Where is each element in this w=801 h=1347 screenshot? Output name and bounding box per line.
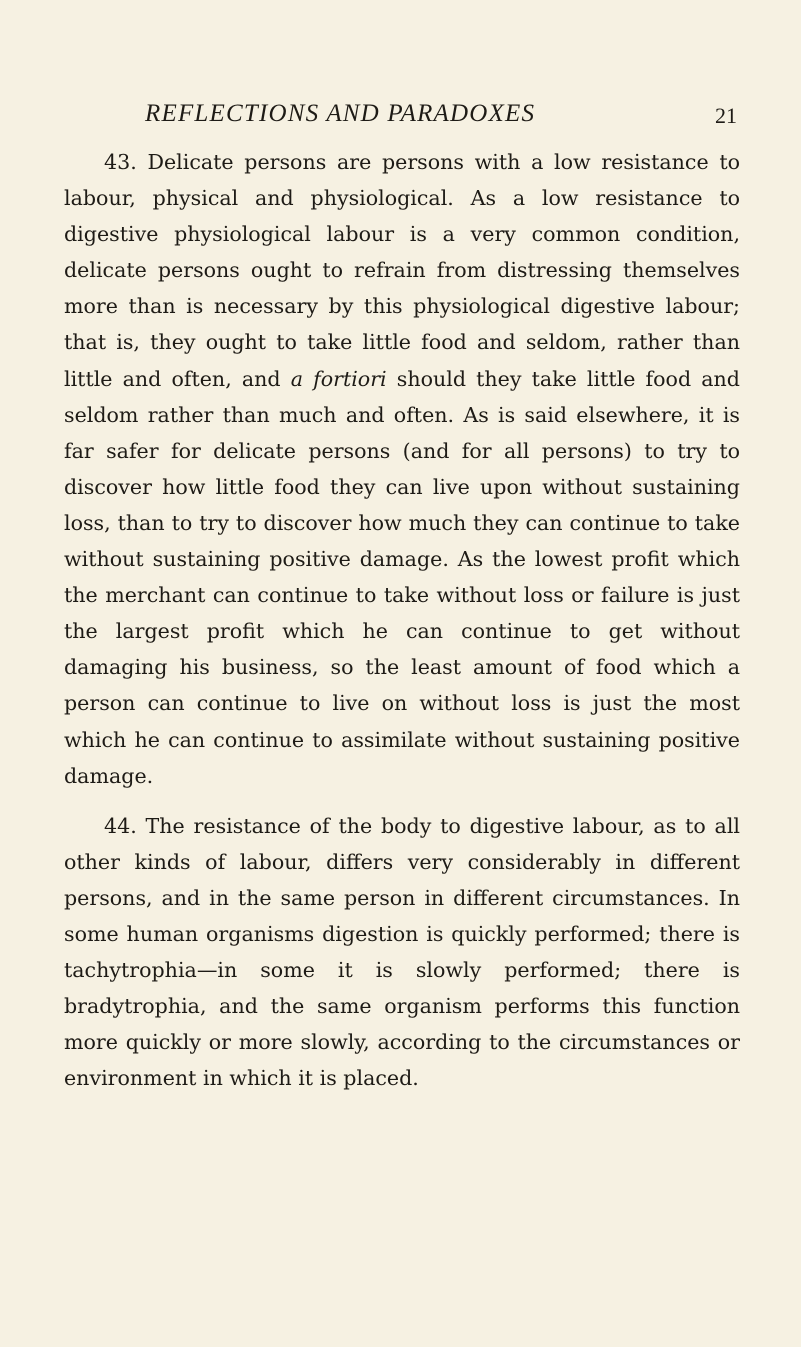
paragraph-text: should they take little food and seldom rather than much and often. As is said elsewhere, it is far safer for delicate persons (and for all persons) to try to discover how little food they can live upon without sustaining loss, than to try to discover how much they can continue to take without sustaining positive damage. As the lowest profit which the merchant can continue to take without loss or failure is just the largest profit which he can continue to get without damaging his business, so the least amount of food which a person can continue to live on without loss is just the most which he can continue to assimilate without sustaining positive damage. bbox=[64, 366, 740, 788]
page-number: 21 bbox=[715, 103, 737, 128]
paragraph-text: The resistance of the body to digestive labour, as to all other kinds of labour, differs very considerably in different persons, and in the same person in different circumstances. In some human organisms digestion is quickly performed; there is tachytrophia—in some it is slowly performed; there is bradytrophia, and the same organism performs this function more quickly or more slowly, according to the circumstances or environment in which it is placed. bbox=[64, 813, 740, 1091]
paragraph-43 bbox=[64, 144, 740, 794]
paragraph-44 bbox=[64, 808, 740, 1097]
latin-phrase: a fortiori bbox=[290, 366, 387, 391]
paragraph-number: 44. bbox=[104, 813, 137, 838]
paragraph-number: 43. bbox=[104, 150, 137, 174]
paragraph-text: Delicate persons are persons with a low resistance to labour, physical and physiological. As a low resistance to digestive physiological labour is a very common condition, delicate persons ought to refrain from distressing themselves more than is necessary by this physiological digestive labour; that is, they ought to take little food and seldom, rather than little and often, and bbox=[64, 150, 740, 391]
body-text bbox=[64, 144, 740, 1096]
running-title: REFLECTIONS AND PARADOXES bbox=[145, 100, 536, 127]
